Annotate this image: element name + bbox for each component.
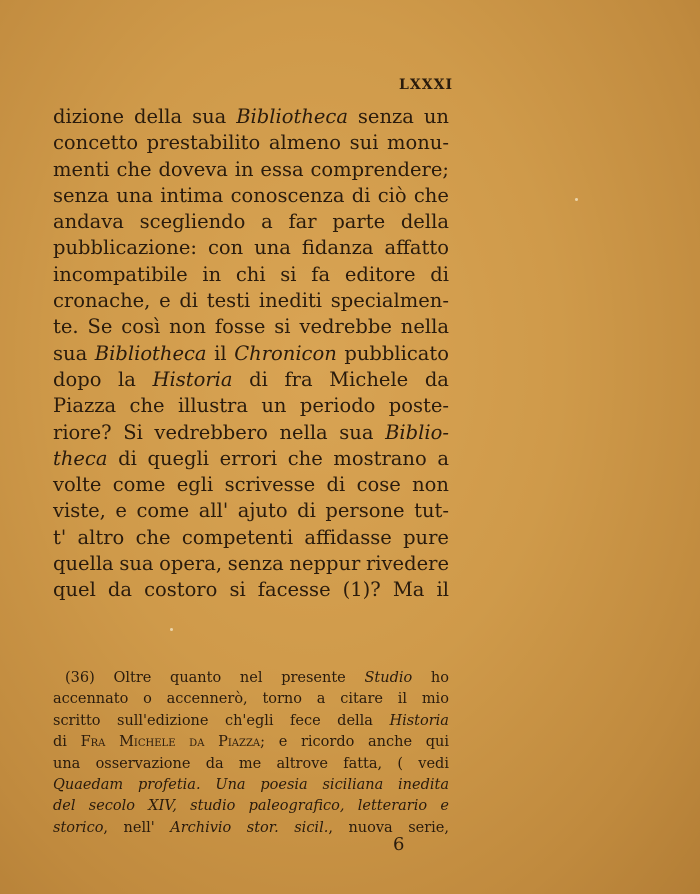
- body-line: dizione della sua Bibliotheca senza un: [53, 105, 449, 128]
- paper-spot: [575, 198, 578, 201]
- body-line: t' altro che competenti affidasse pure: [53, 525, 449, 549]
- body-line: andava scegliendo a far parte della: [53, 210, 449, 234]
- paper-spot: [170, 628, 173, 631]
- footnote-line: storico, nell' Archivio stor. sicil., nuova serie,: [53, 819, 449, 836]
- body-line: Piazza che illustra un periodo poste-: [53, 394, 449, 418]
- body-line: quella sua opera, senza neppur rivedere: [53, 552, 449, 576]
- body-line: pubblicazione: con una fidanza affatto: [53, 236, 449, 260]
- body-line: volte come egli scrivesse di cose non: [53, 473, 449, 497]
- body-line: incompatibile in chi si fa editore di: [53, 262, 449, 286]
- signature-mark: 6: [393, 834, 405, 855]
- footnote-line: Quaedam profetia. Una poesia siciliana inedita: [53, 777, 449, 794]
- body-line: senza una intima conoscenza di ciò che: [53, 183, 449, 207]
- footnote-line: di Fra Michele da Piazza; e ricordo anche qui: [53, 734, 449, 751]
- body-line: quel da costoro si facesse (1)? Ma il: [53, 578, 449, 602]
- footnote-line: accennato o accennerò, torno a citare il mio: [53, 691, 449, 708]
- body-line: menti che doveva in essa comprendere;: [53, 157, 449, 181]
- body-line: cronache, e di testi inediti specialmen-: [53, 289, 449, 313]
- body-text: [53, 104, 449, 604]
- footnote-line: (36) Oltre quanto nel presente Studio ho: [65, 670, 449, 686]
- body-line: theca di quegli errori che mostrano a: [53, 446, 449, 470]
- page-number: LXXXI: [399, 77, 453, 93]
- footnote-line: scritto sull'edizione ch'egli fece della Historia: [53, 712, 449, 729]
- body-line: concetto prestabilito almeno sui monu-: [53, 131, 449, 155]
- footnote-line: una osservazione da me altrove fatta, ( vedi: [53, 755, 449, 772]
- body-line: viste, e come all' ajuto di persone tut-: [53, 499, 449, 523]
- body-line: dopo la Historia di fra Michele da: [53, 367, 449, 391]
- footnote: [53, 668, 449, 839]
- body-line: sua Bibliotheca il Chronicon pubblicato: [53, 341, 449, 365]
- body-line: riore? Si vedrebbero nella sua Biblio-: [53, 420, 449, 444]
- body-line: te. Se così non fosse si vedrebbe nella: [53, 315, 449, 339]
- footnote-line: del secolo XIV, studio paleografico, letterario e: [53, 798, 449, 815]
